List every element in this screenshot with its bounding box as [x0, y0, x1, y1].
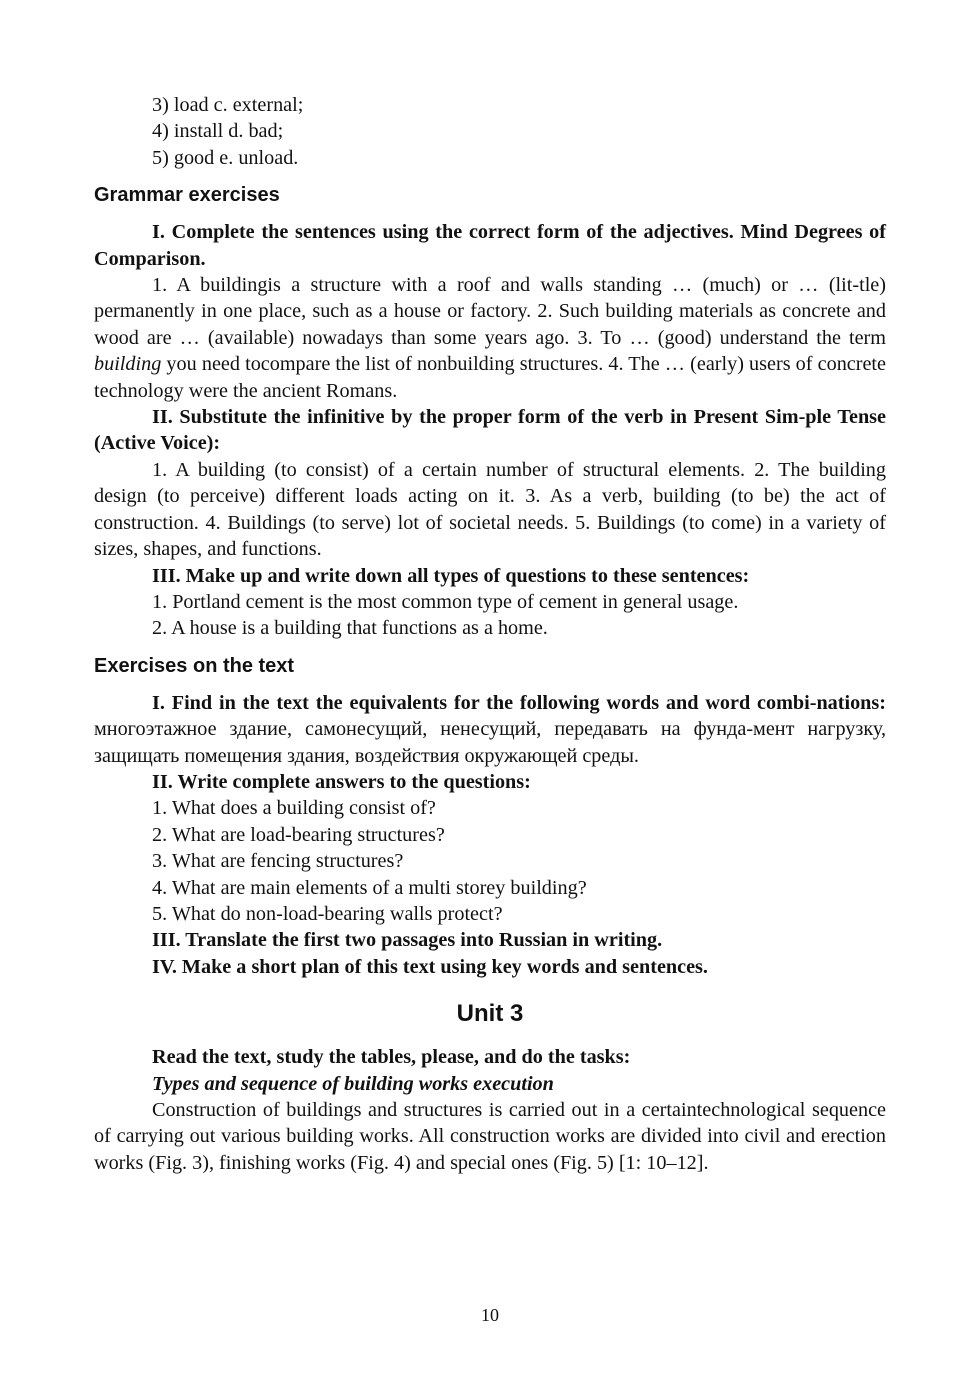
document-page [94, 92, 886, 1176]
matching-item: 3) load c. external; [152, 94, 304, 116]
question-item: 5. What do non-load-bearing walls protect? [152, 902, 503, 925]
russian-terms: многоэтажное здание, самонесущий, ненесущий, передавать на фунда-мент нагрузку, защищать помещения здания, воздействия окружающей среды. [94, 718, 886, 767]
grammar-exercise-3 [94, 563, 886, 642]
matching-item: 4) install d. bad; [152, 120, 284, 143]
text-exercise-3: III. Translate the first two passages into Russian in writing. [152, 929, 663, 952]
text-exercise-4: IV. Make a short plan of this text using key words and sentences. [152, 955, 708, 978]
exercise-sentence: 1. Portland cement is the most common type of cement in general usage. [152, 590, 739, 613]
text-exercises-heading: Exercises on the text [94, 654, 295, 677]
text-exercise-1 [94, 690, 886, 769]
exercise-text [94, 690, 886, 769]
unit3-intro [94, 1044, 886, 1176]
exercise-sentence: 2. A house is a building that functions as a home. [152, 617, 548, 640]
exercise-text [94, 272, 886, 404]
matching-item: 5) good e. unload. [152, 146, 299, 169]
question-item: 2. What are load-bearing structures? [152, 823, 445, 846]
exercise-text: 1. A building (to consist) of a certain number of structural elements. 2. The building design (to perceive) different loads acting on it. 3. As a verb, building (to be) the act of construction. 4. Buildings (to serve) lot of societal needs. 5. Buildings (to come) in a variety of sizes, shapes, and functions. [94, 458, 886, 561]
question-item: 4. What are main elements of a multi storey building? [152, 876, 587, 899]
unit-subtitle: Types and sequence of building works execution [152, 1072, 554, 1095]
exercise-instruction: II. Substitute the infinitive by the proper form of the verb in Present Sim-ple Tense (Active Voice): [94, 406, 886, 455]
unit-task: Read the text, study the tables, please, and do the tasks: [152, 1046, 631, 1069]
grammar-exercise-2 [94, 404, 886, 562]
grammar-exercise-1 [94, 219, 886, 404]
exercise-instruction: III. Make up and write down all types of questions to these sentences: [152, 564, 750, 587]
page-number: 10 [481, 1305, 499, 1325]
text-exercise-2 [94, 769, 886, 927]
question-item: 3. What are fencing structures? [152, 850, 404, 873]
unit-title: Unit 3 [456, 1000, 524, 1028]
italic-term: building [94, 353, 162, 376]
grammar-exercises-heading: Grammar exercises [94, 184, 280, 207]
exercise-instruction: I. Find in the text the equivalents for the following words and word combi-nations: [152, 691, 886, 714]
exercise-instruction: II. Write complete answers to the questions: [152, 770, 531, 793]
exercise-text-part: 1. A buildingis a structure with a roof and walls standing … (much) or … (lit-tle) permanently in one place, such as a house or factory. 2. Such building materials as concrete and wood are … (available) nowadays than some years ago. 3. To … (good) understand the term [94, 274, 886, 349]
matching-list [94, 92, 886, 171]
question-item: 1. What does a building consist of? [152, 797, 436, 820]
unit-paragraph: Construction of buildings and structures is carried out in a certaintechnological sequence of carrying out various building works. All construction works are divided into civil and erection works (Fig. 3), finishing works (Fig. 4) and special ones (Fig. 5) [1: 10–12]. [94, 1099, 886, 1174]
exercise-text-part: you need tocompare the list of nonbuilding structures. 4. The … (early) users of concrete technology were the ancient Romans. [94, 353, 886, 402]
exercise-instruction: I. Complete the sentences using the correct form of the adjectives. Mind Degrees of Comparison. [94, 221, 886, 270]
